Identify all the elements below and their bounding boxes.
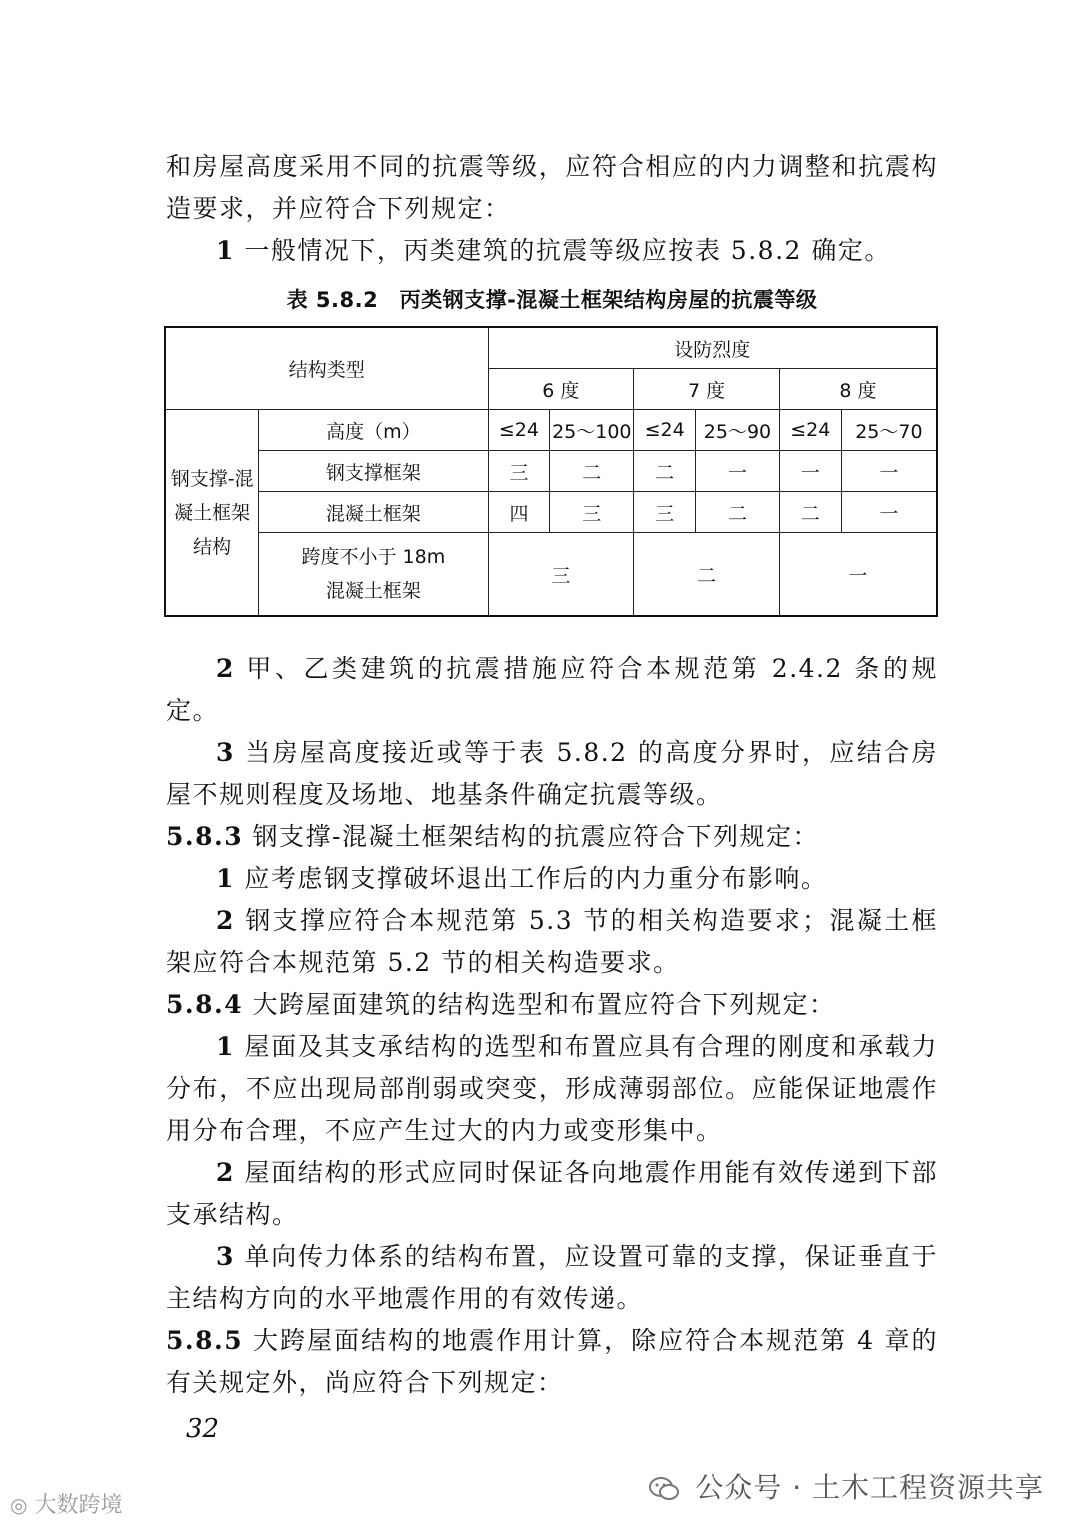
item-text: 屋面结构的形式应同时保证各向地震作用能有效传递到下部支承结构。 [166, 1158, 938, 1229]
clause-number: 5.8.3 [166, 822, 244, 851]
table-cell: 三 [488, 451, 550, 492]
table-cell: 25～90 [696, 410, 780, 451]
item-text: 当房屋高度接近或等于表 5.8.2 的高度分界时，应结合房屋不规则程度及场地、地基条件确定抗震等级。 [166, 738, 938, 809]
table-cell: 三 [634, 492, 696, 533]
table-cell: ≤24 [779, 410, 841, 451]
table-cell: 三 [488, 533, 634, 617]
item-text: 屋面及其支承结构的选型和布置应具有合理的刚度和承载力分布，不应出现局部削弱或突变，形成薄弱部位。应能保证地震作用分布合理，不应产生过大的内力或变形集中。 [166, 1032, 938, 1145]
table-cell: 二 [634, 451, 696, 492]
table-cell: 二 [634, 533, 780, 617]
table-cell: ≤24 [634, 410, 696, 451]
clause-5-8-4 [166, 984, 938, 1026]
item-number: 1 [216, 236, 235, 265]
header-7-degree: 7 度 [634, 369, 780, 410]
table-cell: 25～100 [550, 410, 634, 451]
clause-text: 钢支撑-混凝土框架结构的抗震应符合下列规定： [252, 822, 819, 851]
row-label-long-span-line2: 混凝土框架 [325, 580, 421, 602]
item-text: 一般情况下，丙类建筑的抗震等级应按表 5.8.2 确定。 [244, 236, 891, 265]
clause-5-8-4-item-2 [166, 1152, 938, 1236]
clause-number: 5.8.5 [166, 1326, 244, 1355]
header-structure-type: 结构类型 [165, 327, 488, 410]
item-text: 钢支撑应符合本规范第 5.3 节的相关构造要求；混凝土框架应符合本规范第 5.2 节的相关构造要求。 [166, 906, 939, 977]
table-cell: 一 [696, 451, 780, 492]
seismic-grade-table [164, 326, 938, 617]
row-label-long-span [259, 533, 488, 617]
table-cell: 四 [488, 492, 550, 533]
clause-text: 大跨屋面结构的地震作用计算，除应符合本规范第 4 章的有关规定外，尚应符合下列规定： [166, 1326, 938, 1397]
table-cell: 二 [550, 451, 634, 492]
clause-5-8-3-item-1 [166, 858, 938, 900]
item-number: 1 [216, 864, 235, 893]
table-cell: 一 [841, 492, 937, 533]
row-label-steel-frame: 钢支撑框架 [259, 451, 488, 492]
page-number: 32 [186, 1414, 220, 1444]
row-label-concrete-frame: 混凝土框架 [259, 492, 488, 533]
item-number: 1 [216, 1032, 235, 1061]
table-cell: ≤24 [488, 410, 550, 451]
clause-text: 大跨屋面建筑的结构选型和布置应符合下列规定： [252, 990, 836, 1019]
row-label-height: 高度（m） [259, 410, 488, 451]
watermark-left [10, 1488, 122, 1519]
clause-5-8-3 [166, 816, 938, 858]
header-8-degree: 8 度 [779, 369, 937, 410]
wechat-icon [649, 1476, 679, 1502]
watermark-left-text: 大数跨境 [34, 1493, 123, 1518]
table-cell: 二 [696, 492, 780, 533]
table-cell: 一 [779, 451, 841, 492]
table-cell: 一 [779, 533, 937, 617]
group-label: 钢支撑-混凝土框架结构 [165, 410, 259, 617]
item-number: 2 [216, 654, 235, 683]
item-number: 2 [216, 1158, 235, 1187]
paragraph-intro [166, 146, 938, 230]
item-text: 应考虑钢支撑破坏退出工作后的内力重分布影响。 [244, 864, 828, 893]
header-6-degree: 6 度 [488, 369, 634, 410]
table-cell: 一 [841, 451, 937, 492]
table-caption: 表 5.8.2 丙类钢支撑-混凝土框架结构房屋的抗震等级 [286, 288, 818, 312]
table-cell: 二 [779, 492, 841, 533]
item-number: 3 [216, 738, 235, 767]
watermark-right-text: 公众号 · 土木工程资源共享 [695, 1471, 1044, 1504]
paragraph-item-1 [166, 230, 938, 272]
clause-5-8-4-item-1 [166, 1026, 938, 1152]
clause-5-8-4-item-3 [166, 1236, 938, 1320]
item-text: 单向传力体系的结构布置，应设置可靠的支撑，保证垂直于主结构方向的水平地震作用的有效传递。 [166, 1242, 938, 1313]
row-label-long-span-line1: 跨度不小于 18m [301, 546, 446, 568]
header-intensity: 设防烈度 [488, 327, 937, 369]
clause-number: 5.8.4 [166, 990, 244, 1019]
item-text: 甲、乙类建筑的抗震措施应符合本规范第 2.4.2 条的规定。 [166, 654, 938, 725]
table-cell: 三 [550, 492, 634, 533]
item-number: 3 [216, 1242, 235, 1271]
paragraph-item-2 [166, 648, 938, 732]
item-number: 2 [216, 906, 235, 935]
watermark-right [649, 1466, 1044, 1506]
paragraph-item-3 [166, 732, 938, 816]
paragraph-intro-text: 和房屋高度采用不同的抗震等级，应符合相应的内力调整和抗震构造要求，并应符合下列规定： [166, 152, 938, 223]
watermark-logo-icon: ◎ [10, 1493, 28, 1517]
clause-5-8-5 [166, 1320, 938, 1404]
table-cell: 25～70 [841, 410, 937, 451]
clause-5-8-3-item-2 [166, 900, 938, 984]
